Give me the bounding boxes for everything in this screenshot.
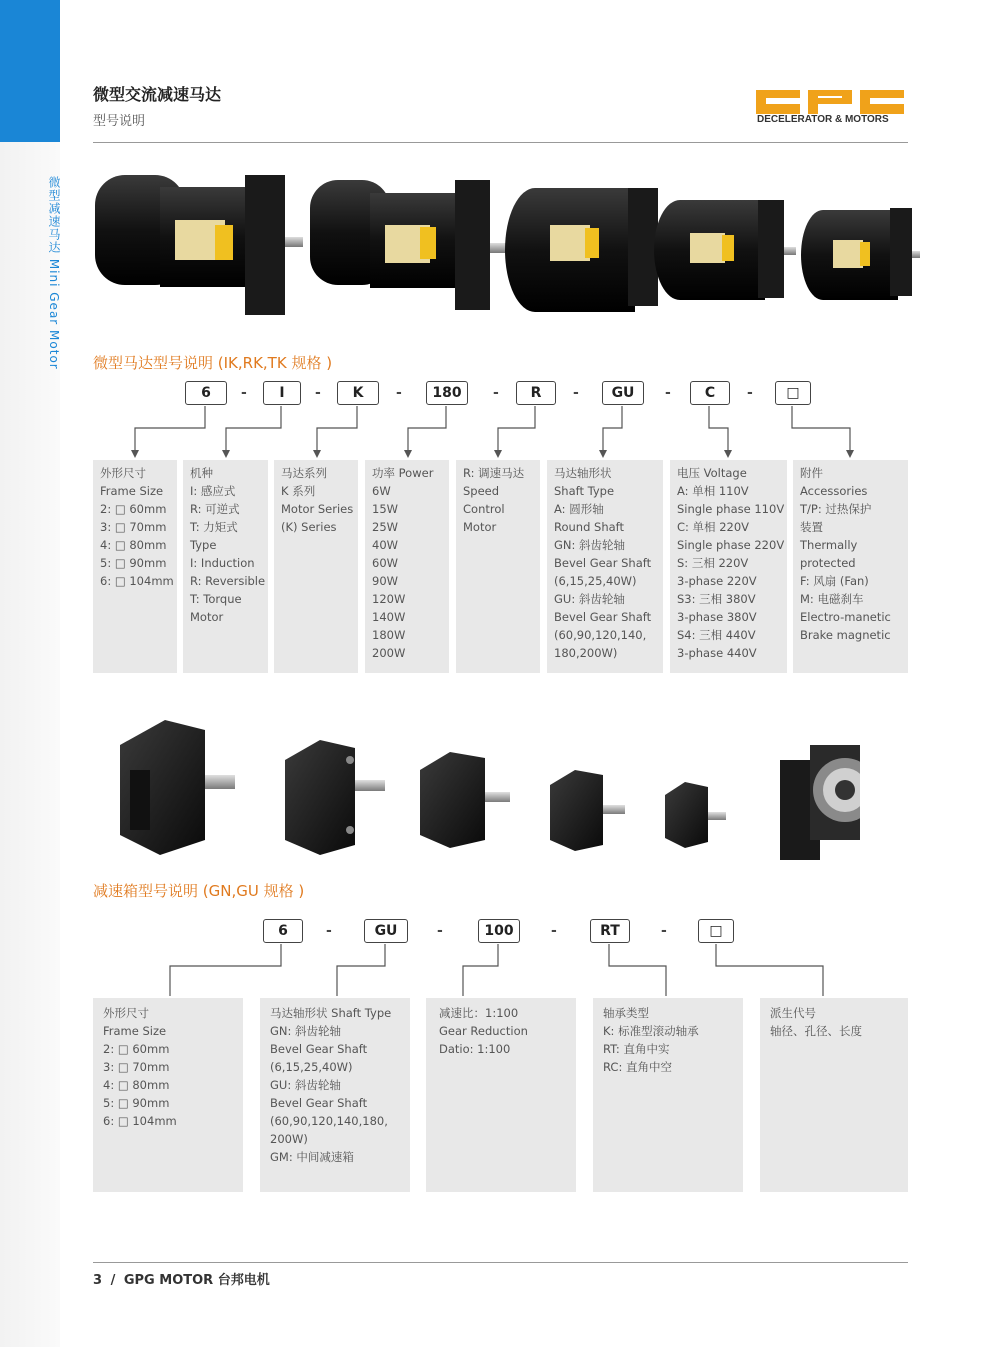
motor-photo-5: [801, 208, 920, 300]
panel-line: 6: □ 104mm: [103, 1114, 177, 1128]
code-frame-size: 6: [185, 381, 227, 405]
gearbox-photo-4: [550, 770, 625, 851]
panel-speed-control: [456, 460, 540, 673]
panel-type: [183, 460, 268, 673]
panel-line: 3: □ 70mm: [103, 1060, 170, 1074]
panel-line: T: 力矩式: [190, 520, 238, 534]
panel-line: 180W: [372, 628, 406, 642]
code-power: 180: [426, 381, 468, 405]
code2-frame-size: 6: [263, 919, 303, 943]
panel-line: Datio: 1:100: [439, 1042, 511, 1056]
panel-line: Bevel Gear Shaft: [554, 556, 652, 570]
panel-shaft-type: [547, 460, 663, 673]
gearbox-photo-1: [120, 720, 235, 855]
panel-line: Single phase 110V: [677, 502, 785, 516]
footer: [93, 1269, 270, 1288]
panel-line: 附件: [800, 466, 823, 480]
panel-line: 25W: [372, 520, 399, 534]
panel-series: [274, 460, 358, 673]
code-separator: -: [551, 923, 557, 939]
header-divider: [93, 142, 908, 143]
panel-line: GN: 斜齿轮轴: [270, 1024, 342, 1038]
panel-line: 2: □ 60mm: [103, 1042, 170, 1056]
section1-title: 微型马达型号说明 (IK,RK,TK 规格 ): [93, 354, 333, 372]
panel-line: 轴承类型: [603, 1006, 649, 1020]
panel-line: K: 标准型滚动轴承: [603, 1024, 699, 1038]
panel-line: F: 风扇 (Fan): [800, 574, 869, 588]
panel-line: 轴径、孔径、长度: [770, 1024, 862, 1038]
panel-line: 马达轴形状 Shaft Type: [270, 1006, 392, 1020]
panel-line: Round Shaft: [554, 520, 625, 534]
page-number: 3: [93, 1273, 103, 1288]
panel-line: GN: 斜齿轮轴: [554, 538, 626, 552]
code2-shaft: GU: [364, 919, 408, 943]
panel-line: RT: 直角中实: [603, 1042, 670, 1056]
panel-line: Motor: [463, 520, 497, 534]
gearbox-photos: [110, 715, 860, 865]
code2-bearing: RT: [590, 919, 630, 943]
panel-line: Gear Reduction: [439, 1024, 528, 1038]
panel-line: Brake magnetic: [800, 628, 891, 642]
code-speed: R: [516, 381, 556, 405]
panel-line: 马达轴形状: [554, 466, 612, 480]
panel-line: protected: [800, 556, 856, 570]
motor-photo-2: [310, 180, 506, 310]
panel-line: 60W: [372, 556, 399, 570]
footer-brand: GPG MOTOR 台邦电机: [123, 1273, 270, 1288]
panel-power: [365, 460, 449, 673]
panel-line: M: 电磁刹车: [800, 592, 864, 606]
panel-line: 2: □ 60mm: [100, 502, 167, 516]
motor-photo-1: [95, 175, 303, 315]
gearbox-photo-2: [285, 740, 385, 855]
panel-line: Motor Series: [281, 502, 354, 516]
panel-line: I: 感应式: [190, 484, 236, 498]
panel-line: 4: □ 80mm: [100, 538, 167, 552]
panel-line: I: Induction: [190, 556, 255, 570]
panel-frame-size: [93, 460, 177, 673]
panel-line: C: 单相 220V: [677, 520, 750, 534]
panel-line: (60,90,120,140,180,: [270, 1114, 388, 1128]
panel-line: R: 可逆式: [190, 502, 240, 516]
panel-line: Speed: [463, 484, 500, 498]
code-accessory: □: [775, 381, 811, 405]
code2-derivative: □: [698, 919, 734, 943]
section2-title: 减速箱型号说明 (GN,GU 规格 ): [93, 882, 305, 900]
panel-line: 电压 Voltage: [677, 466, 747, 480]
code-separator: -: [573, 385, 579, 401]
code-separator: -: [665, 385, 671, 401]
gearbox-photo-6: [780, 745, 860, 860]
panel-voltage: [670, 460, 787, 673]
code-separator: -: [315, 385, 321, 401]
panel-line: S3: 三相 380V: [677, 592, 756, 606]
panel-line: GU: 斜齿轮轴: [270, 1078, 341, 1092]
panel-line: (K) Series: [281, 520, 337, 534]
panel-line: Bevel Gear Shaft: [554, 610, 652, 624]
code-voltage: C: [690, 381, 730, 405]
panel-line: 6W: [372, 484, 391, 498]
code-separator: -: [493, 385, 499, 401]
panel2-shaft-type: [260, 998, 410, 1192]
panel-line: 180,200W): [554, 646, 618, 660]
panel-line: 5: □ 90mm: [103, 1096, 170, 1110]
panel-line: Type: [190, 538, 217, 552]
panel-line: 15W: [372, 502, 399, 516]
panel-line: 140W: [372, 610, 406, 624]
panel-line: 3-phase 380V: [677, 610, 757, 624]
panel-line: A: 圆形轴: [554, 502, 604, 516]
panel-line: Frame Size: [103, 1024, 167, 1038]
panel-line: 40W: [372, 538, 399, 552]
panel-line: 功率 Power: [372, 466, 434, 480]
panel-line: (6,15,25,40W): [270, 1060, 353, 1074]
panel-line: 5: □ 90mm: [100, 556, 167, 570]
code-separator: -: [437, 923, 443, 939]
panel-line: R: Reversible: [190, 574, 266, 588]
code-separator: -: [661, 923, 667, 939]
panel-line: T: Torque: [190, 592, 242, 606]
gearbox-photo-3: [420, 752, 510, 848]
panel-line: RC: 直角中空: [603, 1060, 672, 1074]
panel-line: R: 调速马达: [463, 466, 525, 480]
panel-line: 装置: [800, 520, 823, 534]
panel-line: 3: □ 70mm: [100, 520, 167, 534]
code-separator: -: [241, 385, 247, 401]
panel-line: Frame Size: [100, 484, 164, 498]
panel-line: 3-phase 440V: [677, 646, 757, 660]
sidebar-blue-tab: [0, 0, 60, 142]
panel-line: 200W): [270, 1132, 308, 1146]
panel-line: (60,90,120,140,: [554, 628, 647, 642]
panel-line: Bevel Gear Shaft: [270, 1042, 368, 1056]
panel-line: Motor: [190, 610, 224, 624]
panel-line: Control: [463, 502, 505, 516]
panel-line: 6: □ 104mm: [100, 574, 174, 588]
panel-line: GU: 斜齿轮轴: [554, 592, 625, 606]
panel-line: GM: 中间减速箱: [270, 1150, 354, 1164]
panel-line: 4: □ 80mm: [103, 1078, 170, 1092]
panel2-derivative: [760, 998, 908, 1192]
panel2-reduction: [426, 998, 576, 1192]
code-shaft: GU: [602, 381, 644, 405]
motor-photos: [90, 165, 920, 325]
panel-line: T/P: 过热保护: [800, 502, 872, 516]
code-separator: -: [326, 923, 332, 939]
panel-line: S4: 三相 440V: [677, 628, 756, 642]
panel-line: 派生代号: [770, 1006, 816, 1020]
panel-line: (6,15,25,40W): [554, 574, 637, 588]
panel-line: Bevel Gear Shaft: [270, 1096, 368, 1110]
panel-line: 200W: [372, 646, 406, 660]
panel-line: A: 单相 110V: [677, 484, 749, 498]
panel-line: K 系列: [281, 484, 316, 498]
code-series: K: [337, 381, 379, 405]
panel-line: 马达系列: [281, 466, 327, 480]
code2-reduction: 100: [478, 919, 520, 943]
code-type: I: [263, 381, 301, 405]
panel-accessories: [793, 460, 908, 673]
side-label: 微型减速马达 Mini Gear Motor: [47, 176, 61, 370]
footer-separator: /: [110, 1273, 116, 1288]
panel-line: 外形尺寸: [103, 1006, 149, 1020]
panel-line: 机种: [190, 466, 213, 480]
panel-line: Thermally: [800, 538, 858, 552]
panel-line: Accessories: [800, 484, 868, 498]
panel-line: Shaft Type: [554, 484, 615, 498]
panel2-bearing: [593, 998, 743, 1192]
panel-line: 减速比：1:100: [439, 1006, 519, 1020]
panel-line: 120W: [372, 592, 406, 606]
motor-photo-4: [654, 200, 796, 300]
page-title: 微型交流减速马达: [93, 85, 222, 104]
panel-line: 3-phase 220V: [677, 574, 757, 588]
gearbox-photo-5: [665, 782, 726, 848]
motor-photo-3: [505, 188, 672, 312]
footer-divider: [93, 1262, 908, 1263]
panel-line: 外形尺寸: [100, 466, 146, 480]
panel-line: Electro-manetic: [800, 610, 891, 624]
panel2-frame-size: [93, 998, 243, 1192]
code-separator: -: [396, 385, 402, 401]
page-subtitle: 型号说明: [93, 114, 146, 129]
panel-line: Single phase 220V: [677, 538, 785, 552]
panel-line: 90W: [372, 574, 399, 588]
code-separator: -: [747, 385, 753, 401]
logo-tagline: DECELERATOR & MOTORS: [757, 114, 889, 125]
panel-line: S: 三相 220V: [677, 556, 749, 570]
